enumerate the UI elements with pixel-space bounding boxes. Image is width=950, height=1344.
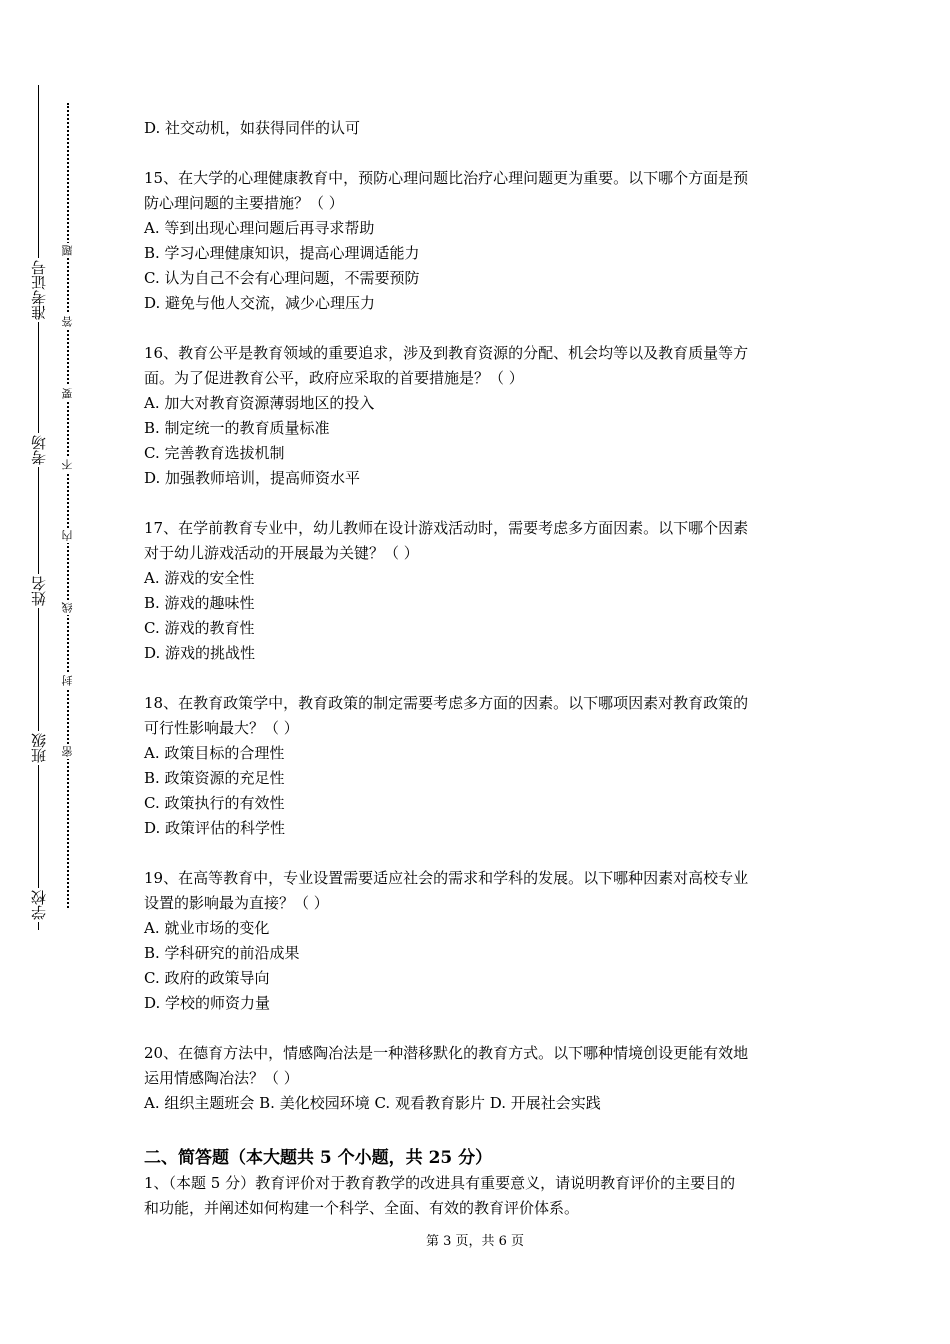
option-d: D. 避免与他人交流，减少心理压力 bbox=[144, 294, 376, 312]
seal-char: 密 bbox=[61, 746, 74, 757]
binding-margin bbox=[0, 0, 110, 1344]
option-a: A. 就业市场的变化 bbox=[144, 919, 270, 937]
question-15 bbox=[144, 166, 814, 316]
short-answer-question-text: 1、（本题 5 分）教育评价对于教育教学的改进具有重要意义，请说明教育评价的主要目的 bbox=[144, 1174, 736, 1192]
option-c: C. 认为自己不会有心理问题，不需要预防 bbox=[144, 269, 420, 287]
seal-char: 答 bbox=[61, 316, 74, 327]
question-19 bbox=[144, 866, 814, 1016]
options-inline: A. 组织主题班会 B. 美化校园环境 C. 观看教育影片 D. 开展社会实践 bbox=[144, 1094, 601, 1112]
question-text: 运用情感陶冶法？（ ） bbox=[144, 1069, 299, 1087]
seal-char: 内 bbox=[61, 530, 74, 541]
short-answer-question-text: 和功能，并阐述如何构建一个科学、全面、有效的教育评价体系。 bbox=[144, 1199, 580, 1217]
question-text: 20、在德育方法中，情感陶冶法是一种潜移默化的教育方式。以下哪种情境创设更能有效地 bbox=[144, 1044, 749, 1062]
option-a: A. 等到出现心理问题后再寻求帮助 bbox=[144, 219, 375, 237]
option-a: A. 加大对教育资源薄弱地区的投入 bbox=[144, 394, 375, 412]
label-exam-number: 准考证号 bbox=[30, 260, 48, 320]
margin-dotted-seal-line bbox=[67, 103, 69, 908]
question-18 bbox=[144, 691, 814, 841]
prev-option-d: D. 社交动机，如获得同伴的认可 bbox=[144, 119, 361, 137]
question-text: 设置的影响最为直接？（ ） bbox=[144, 894, 329, 912]
option-c: C. 政策执行的有效性 bbox=[144, 794, 285, 812]
question-20 bbox=[144, 1041, 814, 1116]
question-text: 19、在高等教育中，专业设置需要适应社会的需求和学科的发展。以下哪种因素对高校专业 bbox=[144, 869, 749, 887]
option-b: B. 政策资源的充足性 bbox=[144, 769, 285, 787]
question-text: 面。为了促进教育公平，政府应采取的首要措施是？（ ） bbox=[144, 369, 524, 387]
question-text: 对于幼儿游戏活动的开展最为关键？（ ） bbox=[144, 544, 419, 562]
question-17 bbox=[144, 516, 814, 666]
option-b: B. 学习心理健康知识，提高心理调适能力 bbox=[144, 244, 420, 262]
label-school: 学校 bbox=[30, 890, 48, 920]
option-c: C. 游戏的教育性 bbox=[144, 619, 255, 637]
question-text: 防心理问题的主要措施？（ ） bbox=[144, 194, 344, 212]
option-b: B. 游戏的趣味性 bbox=[144, 594, 255, 612]
option-a: A. 游戏的安全性 bbox=[144, 569, 255, 587]
label-exam-room: 考场 bbox=[30, 435, 48, 465]
option-c: C. 政府的政策导向 bbox=[144, 969, 270, 987]
margin-solid-line bbox=[38, 85, 39, 930]
option-b: B. 制定统一的教育质量标准 bbox=[144, 419, 330, 437]
seal-char: 线 bbox=[61, 602, 74, 613]
section-heading-short-answer: 二、简答题（本大题共 5 个小题，共 25 分） bbox=[144, 1148, 493, 1168]
question-text: 17、在学前教育专业中，幼儿教师在设计游戏活动时，需要考虑多方面因素。以下哪个因素 bbox=[144, 519, 749, 537]
option-d: D. 学校的师资力量 bbox=[144, 994, 271, 1012]
option-d: D. 政策评估的科学性 bbox=[144, 819, 286, 837]
label-class: 班级 bbox=[30, 733, 48, 763]
exam-content bbox=[144, 116, 814, 1221]
question-text: 16、教育公平是教育领域的重要追求，涉及到教育资源的分配、机会均等以及教育质量等方 bbox=[144, 344, 749, 362]
seal-char: 不 bbox=[61, 459, 74, 470]
option-c: C. 完善教育选拔机制 bbox=[144, 444, 285, 462]
seal-char: 题 bbox=[61, 245, 74, 256]
seal-char: 要 bbox=[61, 388, 74, 399]
option-d: D. 加强教师培训，提高师资水平 bbox=[144, 469, 361, 487]
question-text: 15、在大学的心理健康教育中，预防心理问题比治疗心理问题更为重要。以下哪个方面是预 bbox=[144, 169, 749, 187]
option-a: A. 政策目标的合理性 bbox=[144, 744, 285, 762]
label-name: 姓名 bbox=[30, 576, 48, 606]
question-16 bbox=[144, 341, 814, 491]
page-number-footer: 第 3 页，共 6 页 bbox=[425, 1234, 525, 1249]
seal-char: 封 bbox=[61, 675, 74, 686]
option-d: D. 游戏的挑战性 bbox=[144, 644, 256, 662]
question-text: 18、在教育政策学中，教育政策的制定需要考虑多方面的因素。以下哪项因素对教育政策的 bbox=[144, 694, 749, 712]
question-text: 可行性影响最大？（ ） bbox=[144, 719, 299, 737]
option-b: B. 学科研究的前沿成果 bbox=[144, 944, 300, 962]
